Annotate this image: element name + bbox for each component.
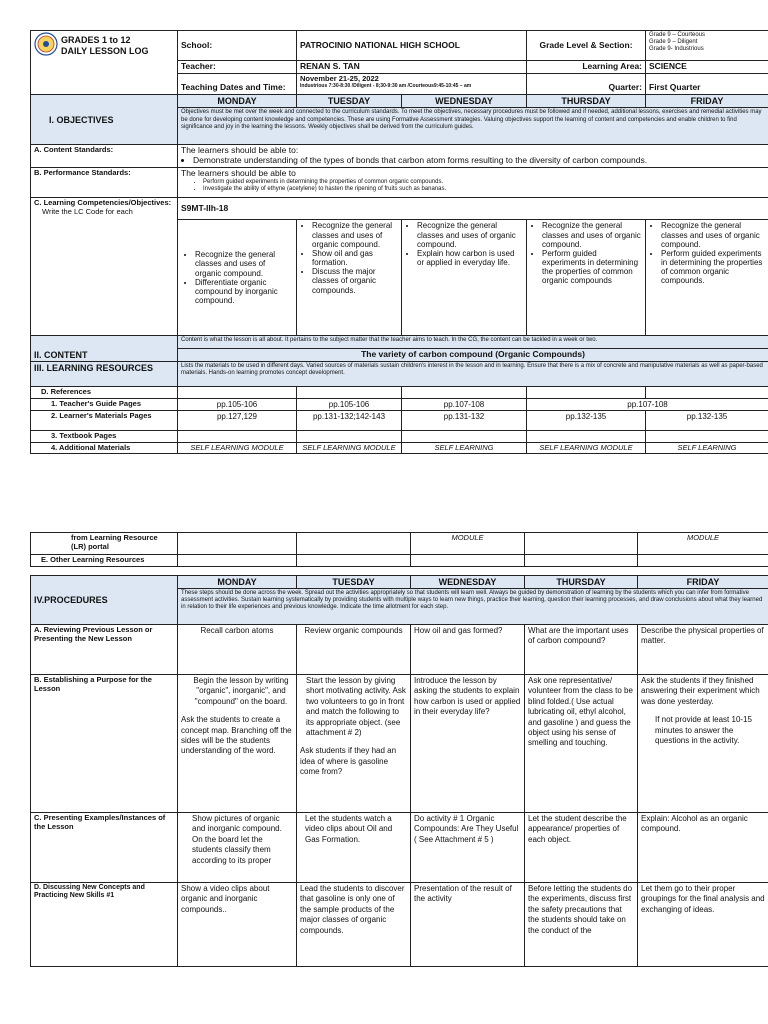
content-label: II. CONTENT	[31, 336, 178, 362]
dates-cell	[297, 74, 527, 95]
procedure-b-monday	[178, 674, 297, 812]
am-monday: SELF LEARNING MODULE	[178, 442, 297, 454]
lc-monday-item: • Differentiate organic compound by inorganic compound.	[195, 278, 293, 306]
lm-monday: pp.127,129	[178, 410, 297, 430]
performance-standards-cell	[178, 168, 768, 198]
lc-tuesday-item: • Recognize the general classes and uses of organic compound.	[312, 221, 398, 249]
title-line1: GRADES 1 to 12	[61, 35, 131, 45]
am-thursday: SELF LEARNING MODULE	[527, 442, 646, 454]
day-header-fri: FRIDAY	[646, 95, 768, 108]
procedure-c-friday: Explain: Alcohol as an organic compound.	[638, 812, 768, 882]
day-header-thu: THURSDAY	[527, 95, 646, 108]
tg-thursday-friday: pp.107-108	[527, 398, 768, 410]
title-line2: DAILY LESSON LOG	[61, 46, 149, 57]
teacher-label: Teacher:	[178, 61, 297, 74]
procedures-label: IV.PROCEDURES	[31, 575, 178, 624]
procedure-a-thursday: What are the important uses of carbon compound?	[525, 624, 638, 674]
lc-monday	[178, 220, 297, 336]
procedure-b-tuesday	[297, 674, 411, 812]
am-wednesday-continued: MODULE	[411, 533, 525, 555]
teachers-guide-label: 1. Teacher's Guide Pages	[31, 398, 178, 410]
proc-day-header-wed: WEDNESDAY	[411, 575, 525, 588]
lc-thursday	[527, 220, 646, 336]
tg-monday: pp.105-106	[178, 398, 297, 410]
other-resources-label: E. Other Learning Resources	[31, 555, 178, 567]
lc-wednesday	[402, 220, 527, 336]
procedure-a-monday: Recall carbon atoms	[178, 624, 297, 674]
procedure-d-tuesday: Lead the students to discover that gasoline is only one of the sample products of the major classes of organic compounds.	[297, 882, 411, 966]
proc-day-header-thu: THURSDAY	[525, 575, 638, 588]
learning-competencies-label-cell	[31, 198, 178, 336]
content-standards-item: • Demonstrate understanding of the types of bonds that carbon atom forms resulting to the diversity of carbon compounds.	[193, 156, 765, 166]
performance-standards-item: • Investigate the ability of ethyne (acetylene) to hasten the ripening of fruits such as bananas.	[203, 186, 765, 193]
textbook-label: 3. Textbook Pages	[31, 430, 178, 442]
proc-day-header-fri: FRIDAY	[638, 575, 768, 588]
grade-value-1: Grade 9 – Courteous	[649, 32, 706, 38]
lc-tuesday-item: • Discuss the major classes of organic compounds.	[312, 267, 398, 295]
lc-wednesday-item: • Explain how carbon is used or applied in everyday life.	[417, 249, 523, 267]
area-value: SCIENCE	[646, 61, 768, 74]
procedure-b-wednesday: Introduce the lesson by asking the students to explain how carbon is used or applied in their everyday life?	[411, 674, 525, 812]
title-cell	[31, 31, 178, 95]
am-continued-label: from Learning Resource (LR) portal	[31, 533, 178, 555]
procedure-d-wednesday: Presentation of the result of the activity	[411, 882, 525, 966]
quarter-value: First Quarter	[646, 74, 768, 95]
procedure-b-monday-p2: Ask the students to create a concept map. Branching off the sides will be the students understanding of the word.	[181, 715, 292, 756]
procedure-c-thursday: Let the student describe the appearance/ properties of each object.	[525, 812, 638, 882]
procedure-a-tuesday: Review organic compounds	[297, 624, 411, 674]
lc-monday-item: • Recognize the general classes and uses of organic compound.	[195, 250, 293, 278]
am-tuesday: SELF LEARNING MODULE	[297, 442, 402, 454]
performance-standards-label: B. Performance Standards:	[31, 168, 178, 198]
grade-value-2: Grade 9 – Diligent	[649, 39, 698, 46]
lc-wednesday-item: • Recognize the general classes and uses of organic compound.	[417, 221, 523, 249]
procedure-b-thursday: Ask one representative/ volunteer from the class to be blind folded.( Use actual lubricating oil, ethyl alcohol, and gasoline ) and guess the object using his sense of smelling and touching.	[525, 674, 638, 812]
references-label: D. References	[31, 387, 178, 399]
resources-label: III. LEARNING RESOURCES	[31, 362, 178, 387]
procedure-c-monday: Show pictures of organic and inorganic compound. On the board let the students classify them according to its proper	[178, 812, 297, 882]
am-friday: SELF LEARNING	[646, 442, 768, 454]
tg-wednesday: pp.107-108	[402, 398, 527, 410]
content-note: Content is what the lesson is all about. It pertains to the subject matter that the teacher aims to teach. In the CG, the content can be tackled in a week or two.	[178, 336, 768, 349]
lc-thursday-item: • Recognize the general classes and uses of organic compound.	[542, 221, 642, 249]
dates-value: November 21-25, 2022	[300, 74, 379, 83]
procedure-b-tuesday-p1: Start the lesson by giving short motivating activity. Ask two volunteers to go in front and match the following to its appropriate object. (see attachment # 2)	[306, 675, 406, 737]
school-value: PATROCINIO NATIONAL HIGH SCHOOL	[297, 31, 527, 61]
content-standards-label: A. Content Standards:	[31, 145, 178, 168]
grade-value-3: Grade 9- Industrious	[649, 46, 704, 53]
proc-day-header-tue: TUESDAY	[297, 575, 411, 588]
learners-materials-label: 2. Learner's Materials Pages	[31, 410, 178, 430]
lc-friday	[646, 220, 768, 336]
content-topic: The variety of carbon compound (Organic Compounds)	[178, 349, 768, 362]
lm-thursday: pp.132-135	[527, 410, 646, 430]
procedure-d-monday: Show a video clips about organic and inorganic compounds..	[178, 882, 297, 966]
learning-competencies-sub: Write the LC Code for each	[42, 206, 133, 216]
am-friday-continued: MODULE	[638, 533, 768, 555]
day-header-wed: WEDNESDAY	[402, 95, 527, 108]
lc-tuesday	[297, 220, 402, 336]
additional-materials-label: 4. Additional Materials	[31, 442, 178, 454]
deped-seal-icon	[34, 32, 58, 56]
procedure-b-friday	[638, 674, 768, 812]
am-wednesday: SELF LEARNING	[402, 442, 527, 454]
content-standards-intro: The learners should be able to:	[181, 145, 299, 156]
lesson-log-table-top	[30, 30, 768, 454]
procedure-c-label: C. Presenting Examples/Instances of the Lesson	[31, 812, 178, 882]
lc-friday-item: • Recognize the general classes and uses of organic compound.	[661, 221, 765, 249]
tg-tuesday: pp.105-106	[297, 398, 402, 410]
area-label: Learning Area:	[527, 61, 646, 74]
procedure-b-friday-p1: Ask the students if they finished answering their experiment which was done yesterday.	[641, 675, 760, 706]
procedures-note: These steps should be done across the week. Spread out the activities appropriately so that students will learn well. Always be guided by demonstration of learning by the students which you can infer from formative assessment activities. Sustain learning systematically by providing students with multiple ways to learn new things, practice their learning, question their learning processes, and draw conclusions about what they learned in relation to their life experiences and previous knowledge. Indicate the time allotment for each step.	[178, 588, 768, 624]
lesson-log-table-bottom	[30, 532, 768, 967]
procedure-d-thursday: Before letting the students do the experiments, discuss first the safety precautions that the students should take on the conduct of the	[525, 882, 638, 966]
procedure-d-label: D. Discussing New Concepts and Practicing New Skills #1	[31, 882, 178, 966]
lc-code: S9MT-IIh-18	[178, 198, 768, 220]
objectives-note: Objectives must be met over the week and connected to the curriculum standards. To meet the objectives, necessary procedures must be followed and if needed, additional lessons, exercises and remedial activities may be done for developing content knowledge and competencies. These are using Formative Assessment strategies. Valuing objectives support the learning of content and competencies and enable children to find significance and joy in the learning the lessons. Weekly objectives shall be derived from the curriculum guides.	[178, 108, 768, 145]
day-header-mon: MONDAY	[178, 95, 297, 108]
quarter-label: Quarter:	[527, 74, 646, 95]
lm-friday: pp.132-135	[646, 410, 768, 430]
procedure-a-label: A. Reviewing Previous Lesson or Presenting the New Lesson	[31, 624, 178, 674]
grade-label: Grade Level & Section:	[527, 31, 646, 61]
lc-tuesday-item: • Show oil and gas formation.	[312, 249, 398, 267]
dates-label: Teaching Dates and Time:	[178, 74, 297, 95]
times-value: Industrious 7:30-8:30 /Diligent - 8;30-9:30 am /Courteous9:45-10:45 – am	[300, 82, 472, 89]
procedure-b-monday-p1: Begin the lesson by writing "organic", inorganic", and "compound" on the board.	[193, 675, 289, 706]
procedure-c-tuesday: Let the students watch a video clips about Oil and Gas Formation.	[297, 812, 411, 882]
procedure-c-wednesday: Do activity # 1 Organic Compounds: Are They Useful ( See Attachment # 5 )	[411, 812, 525, 882]
performance-standards-intro: The learners should be able to	[181, 168, 296, 179]
content-standards-cell	[178, 145, 768, 168]
grade-values	[646, 31, 768, 61]
procedure-b-friday-p2: If not provide at least 10-15 minutes to answer the questions in the activity.	[655, 715, 752, 745]
learning-competencies-label: C. Learning Competencies/Objectives:	[34, 198, 172, 208]
teacher-value: RENAN S. TAN	[297, 61, 527, 74]
lc-friday-item: • Perform guided experiments in determining the properties of common organic compounds.	[661, 249, 765, 286]
procedure-d-friday: Let them go to their proper groupings for the final analysis and exchanging of ideas.	[638, 882, 768, 966]
procedure-b-tuesday-p2: Ask students if they had an idea of where is gasoline come from?	[300, 746, 397, 777]
procedure-b-label: B. Establishing a Purpose for the Lesson	[31, 674, 178, 812]
procedure-a-friday: Describe the physical properties of matter.	[638, 624, 768, 674]
proc-day-header-mon: MONDAY	[178, 575, 297, 588]
objectives-label: I. OBJECTIVES	[31, 95, 178, 145]
school-label: School:	[178, 31, 297, 61]
procedure-a-wednesday: How oil and gas formed?	[411, 624, 525, 674]
lc-thursday-item: • Perform guided experiments in determining the properties of common organic compounds	[542, 249, 642, 286]
lm-wednesday: pp.131-132	[402, 410, 527, 430]
lm-tuesday: pp.131-132;142-143	[297, 410, 402, 430]
performance-standards-item: • Perform guided experiments in determining the properties of common organic compounds.	[203, 179, 765, 186]
resources-note: Lists the materials to be used in different days. Varied sources of materials sustain children's interest in the lesson and in learning. Ensure that there is a mix of concrete and manipulative materials as well as paper-based materials. Hands-on learning promotes concept development.	[178, 362, 768, 387]
day-header-tue: TUESDAY	[297, 95, 402, 108]
